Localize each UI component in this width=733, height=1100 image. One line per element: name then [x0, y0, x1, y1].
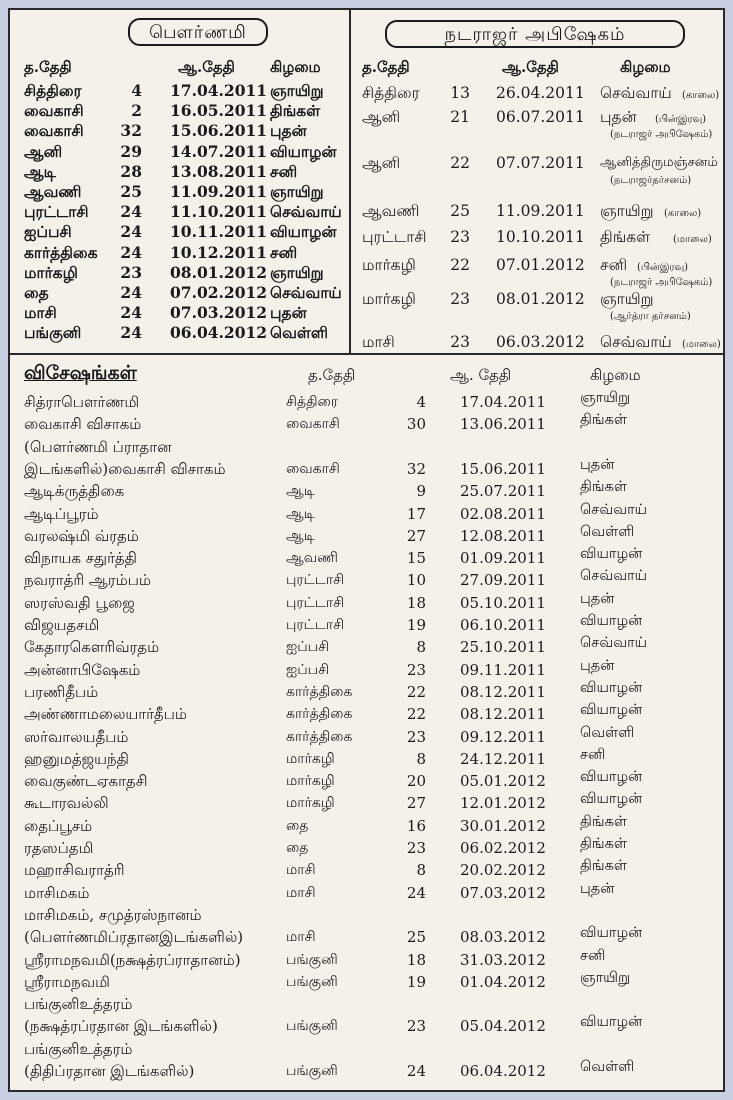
calendar-sheet [8, 8, 725, 1092]
special-name: நவராத்ரி ஆரம்பம் [24, 571, 151, 590]
pournami-day: 23 [120, 262, 142, 282]
special-name: வரலஷ்மி வ்ரதம் [24, 526, 139, 545]
special-date: 01.04.2012 [460, 972, 546, 991]
special-name: மாசிமகம் [24, 883, 90, 902]
special-weekday: ஞாயிறு [580, 390, 631, 406]
special-day: 23 [406, 727, 426, 746]
pournami-month: வைகாசி [24, 101, 84, 121]
nataraja-header-eng-date: ஆ.தேதி [502, 58, 559, 76]
pournami-month: மார்கழி [24, 262, 78, 282]
nataraja-month: புரட்டாசி [362, 228, 427, 246]
special-day: 8 [416, 861, 426, 880]
special-day: 8 [416, 749, 426, 768]
special-month: கார்த்திகை [286, 706, 353, 723]
special-weekday: வெள்ளி [580, 523, 635, 540]
special-date: 01.09.2011 [460, 549, 546, 568]
pournami-month: பங்குனி [24, 323, 82, 343]
special-date: 24.12.2011 [460, 749, 546, 768]
pournami-day: 32 [120, 121, 142, 141]
special-date: 06.02.2012 [460, 839, 546, 857]
special-weekday: வியாழன் [580, 546, 643, 563]
special-month: தை [286, 840, 309, 856]
pournami-weekday: ஞாயிறு [270, 81, 324, 100]
nataraja-date: 11.09.2011 [496, 202, 585, 220]
special-date: 08.03.2012 [460, 928, 546, 947]
special-date: 25.10.2011 [460, 638, 546, 657]
nataraja-day: 23 [450, 228, 470, 246]
special-name: பங்குனிஉத்தரம் [24, 1039, 133, 1058]
pournami-day: 29 [120, 141, 142, 161]
nataraja-note2: (நடராஜர் அபிஷேகம்) [610, 129, 713, 140]
special-weekday: சனி [580, 947, 606, 964]
pournami-weekday: புதன் [270, 303, 307, 323]
special-date: 09.12.2011 [460, 727, 546, 746]
special-month: பங்குனி [286, 973, 338, 990]
pournami-weekday: சனி [270, 161, 298, 181]
special-name: பரணிதீபம் [24, 682, 99, 701]
special-month: ஐப்பசி [286, 639, 330, 656]
pournami-date: 10.11.2011 [170, 222, 268, 242]
special-name: பங்குனிஉத்தரம் [24, 995, 133, 1014]
special-name: விஜயதசமி [24, 616, 100, 634]
special-date: 06.10.2011 [460, 616, 546, 634]
pournami-date: 14.07.2011 [170, 141, 268, 161]
pournami-weekday: திங்கள் [270, 101, 321, 121]
nataraja-date: 08.01.2012 [496, 290, 585, 308]
special-day: 18 [406, 593, 426, 612]
special-day: 25 [406, 928, 426, 947]
nataraja-note: (மாலை) [673, 234, 712, 245]
vertical-divider [349, 10, 351, 353]
pournami-day: 24 [120, 323, 142, 343]
special-weekday: திங்கள் [580, 858, 627, 875]
special-weekday: வியாழன் [580, 702, 643, 719]
pournami-title: பௌர்ணமி [128, 18, 268, 46]
special-date: 08.12.2011 [460, 682, 546, 701]
special-name: ஸரஸ்வதி பூஜை [24, 593, 135, 612]
special-weekday: வியாழன் [580, 791, 643, 808]
pournami-weekday: சனி [270, 242, 298, 262]
special-date: 08.12.2011 [460, 705, 546, 724]
special-weekday: வியாழன் [580, 1014, 643, 1031]
special-name: இடங்களில்)வைகாசி விசாகம் [24, 459, 226, 478]
nataraja-note2: (நடராஜர்தர்சனம்) [610, 175, 692, 186]
pournami-day: 4 [131, 81, 142, 100]
special-day: 18 [406, 950, 426, 969]
special-name: ஸ்ரீராமநவமி(நக்ஷத்ரப்ராதானம்) [24, 950, 241, 969]
nataraja-date: 07.01.2012 [496, 256, 585, 274]
pournami-weekday: வியாழன் [270, 222, 337, 242]
special-day: 16 [406, 816, 426, 835]
special-month: ஆடி [286, 483, 315, 500]
special-day: 19 [406, 972, 426, 991]
pournami-weekday: புதன் [270, 121, 307, 141]
special-name: கேதாரகௌரிவ்ரதம் [24, 638, 160, 657]
nataraja-month: மார்கழி [362, 256, 416, 274]
special-month: மாசி [286, 862, 316, 879]
special-month: மார்கழி [286, 750, 335, 767]
nataraja-weekday: ஞாயிறு [600, 202, 654, 220]
pournami-month: ஆனி [24, 141, 63, 161]
pournami-date: 16.05.2011 [170, 101, 268, 121]
special-day: 8 [416, 638, 426, 657]
pournami-day: 24 [120, 202, 142, 222]
special-weekday: செவ்வாய் [580, 568, 648, 585]
special-month: கார்த்திகை [286, 683, 353, 700]
nataraja-month: மாசி [362, 333, 395, 351]
special-name: ஆடிப்பூரம் [24, 504, 99, 523]
pournami-date: 06.04.2012 [170, 323, 268, 343]
nataraja-note: (காலை) [664, 208, 702, 219]
special-day: 23 [406, 660, 426, 679]
special-name: அண்ணாமலையார்தீபம் [24, 705, 187, 724]
pournami-header-day: கிழமை [270, 58, 321, 76]
special-date: 09.11.2011 [460, 660, 546, 679]
nataraja-weekday: திங்கள் [600, 228, 651, 246]
pournami-day: 24 [120, 303, 142, 323]
special-date: 15.06.2011 [460, 459, 546, 478]
special-day: 17 [406, 504, 426, 523]
nataraja-day: 22 [450, 154, 470, 172]
nataraja-month: மார்கழி [362, 290, 416, 308]
nataraja-title: நடராஜர் அபிஷேகம் [385, 20, 685, 48]
special-name: வைகாசி விசாகம் [24, 415, 142, 434]
nataraja-note2: (நடராஜர் அபிஷேகம்) [610, 277, 713, 288]
special-weekday: திங்கள் [580, 836, 627, 852]
special-date: 17.04.2011 [460, 393, 546, 411]
nataraja-header-day: கிழமை [620, 58, 671, 76]
special-month: ஆடி [286, 505, 315, 522]
nataraja-weekday: ஆனித்திருமஞ்சனம் [600, 155, 718, 170]
special-name: அன்னாபிஷேகம் [24, 660, 141, 679]
specials-header-tamil-date: த.தேதி [308, 366, 356, 384]
pournami-weekday: வெள்ளி [270, 323, 329, 343]
specials-header-day: கிழமை [590, 366, 641, 384]
special-date: 12.01.2012 [460, 794, 546, 813]
pournami-weekday: செவ்வாய் [270, 202, 342, 222]
special-weekday: வெள்ளி [580, 724, 635, 741]
nataraja-month: ஆவணி [362, 202, 420, 220]
special-weekday: செவ்வாய் [580, 635, 648, 652]
special-day: 24 [406, 1062, 426, 1080]
pournami-month: ஆவணி [24, 182, 82, 201]
pournami-day: 2 [131, 101, 142, 121]
special-month: சித்திரை [286, 394, 339, 410]
special-weekday: புதன் [580, 657, 615, 674]
special-month: ஆடி [286, 527, 315, 544]
pournami-date: 11.09.2011 [170, 182, 268, 201]
nataraja-day: 23 [450, 290, 470, 308]
special-month: பங்குனி [286, 1018, 338, 1035]
nataraja-day: 22 [450, 256, 470, 274]
special-day: 22 [406, 705, 426, 724]
special-date: 05.01.2012 [460, 772, 546, 791]
special-month: மாசி [286, 929, 316, 946]
special-name: தைப்பூசம் [24, 816, 93, 835]
special-month: மாசி [286, 884, 316, 901]
nataraja-date: 10.10.2011 [496, 228, 585, 246]
special-weekday: வியாழன் [580, 925, 643, 942]
special-day: 27 [406, 526, 426, 545]
special-name: மாசிமகம், சமுத்ரஸ்நானம் [24, 905, 202, 924]
pournami-date: 08.01.2012 [170, 262, 268, 282]
pournami-date: 15.06.2011 [170, 121, 268, 141]
special-name: (திதிப்ரதான இடங்களில்) [24, 1062, 195, 1080]
nataraja-weekday: செவ்வாய் [600, 333, 672, 351]
special-day: 24 [406, 883, 426, 902]
nataraja-weekday: புதன் [600, 108, 637, 126]
pournami-month: ஐப்பசி [24, 222, 72, 242]
special-weekday: வியாழன் [580, 769, 643, 786]
nataraja-month: சித்திரை [362, 84, 420, 102]
special-weekday: வியாழன் [580, 613, 643, 629]
pournami-month: புரட்டாசி [24, 202, 89, 222]
pournami-month: ஆடி [24, 161, 56, 181]
special-month: வைகாசி [286, 460, 340, 477]
special-date: 02.08.2011 [460, 504, 546, 523]
special-name: (பௌர்ணமிப்ரதானஇடங்களில்) [24, 928, 244, 947]
pournami-weekday: செவ்வாய் [270, 283, 342, 302]
pournami-date: 10.12.2011 [170, 242, 268, 262]
special-weekday: ஞாயிறு [580, 969, 631, 986]
pournami-month: கார்த்திகை [24, 242, 98, 262]
special-month: மார்கழி [286, 773, 335, 790]
special-month: புரட்டாசி [286, 572, 345, 589]
nataraja-header-tamil-date: த.தேதி [362, 58, 410, 76]
special-date: 07.03.2012 [460, 883, 546, 902]
special-name: ஸ்ரீராமநவமி [24, 972, 110, 991]
special-month: மார்கழி [286, 795, 335, 812]
pournami-header-tamil-date: த.தேதி [24, 58, 72, 76]
nataraja-weekday: சனி [600, 256, 628, 274]
special-day: 22 [406, 682, 426, 701]
pournami-date: 11.10.2011 [170, 202, 268, 222]
nataraja-date: 06.03.2012 [496, 333, 585, 351]
nataraja-note: (காலை) [682, 90, 720, 101]
special-day: 27 [406, 794, 426, 813]
special-name: ஸர்வாலயதீபம் [24, 727, 129, 746]
special-weekday: செவ்வாய் [580, 501, 648, 518]
special-day: 20 [406, 772, 426, 791]
nataraja-date: 07.07.2011 [496, 154, 585, 172]
special-weekday: புதன் [580, 456, 615, 473]
special-weekday: புதன் [580, 880, 615, 897]
nataraja-note: (பின்இரவு) [655, 114, 707, 125]
nataraja-month: ஆனி [362, 108, 401, 126]
special-month: வைகாசி [286, 416, 340, 433]
special-weekday: வியாழன் [580, 679, 643, 696]
special-weekday: வெள்ளி [580, 1059, 635, 1075]
special-name: ஆடிக்ருத்திகை [24, 482, 125, 501]
pournami-month: சித்திரை [24, 81, 82, 100]
special-days-title: விசேஷங்கள் [24, 362, 137, 384]
nataraja-weekday: செவ்வாய் [600, 84, 672, 102]
nataraja-day: 13 [450, 84, 470, 102]
special-date: 05.10.2011 [460, 593, 546, 612]
special-day: 9 [416, 482, 426, 501]
special-date: 13.06.2011 [460, 415, 546, 434]
special-day: 4 [416, 393, 426, 411]
special-date: 05.04.2012 [460, 1017, 546, 1036]
nataraja-weekday: ஞாயிறு [600, 290, 654, 308]
special-day: 15 [406, 549, 426, 568]
special-month: பங்குனி [286, 951, 338, 968]
specials-header-eng-date: ஆ. தேதி [450, 366, 512, 384]
special-name: விநாயக சதுர்த்தி [24, 549, 137, 568]
pournami-date: 13.08.2011 [170, 161, 268, 181]
pournami-day: 24 [120, 222, 142, 242]
special-month: கார்த்திகை [286, 728, 353, 745]
special-name: வைகுண்டஏகாதசி [24, 772, 148, 791]
special-name: மஹாசிவராத்ரி [24, 861, 125, 880]
pournami-weekday: ஞாயிறு [270, 262, 324, 282]
pournami-header-eng-date: ஆ.தேதி [178, 58, 235, 76]
special-day: 32 [406, 459, 426, 478]
special-day: 10 [406, 571, 426, 590]
pournami-date: 07.02.2012 [170, 283, 268, 302]
pournami-weekday: வியாழன் [270, 141, 337, 161]
special-weekday: சனி [580, 746, 606, 763]
pournami-day: 24 [120, 283, 142, 302]
special-weekday: திங்கள் [580, 813, 627, 830]
special-date: 30.01.2012 [460, 816, 546, 835]
special-month: புரட்டாசி [286, 594, 345, 611]
nataraja-day: 23 [450, 333, 470, 351]
special-name: ரதஸப்தமி [24, 839, 94, 857]
special-name: (பௌர்ணமி ப்ராதான [24, 437, 172, 456]
special-date: 27.09.2011 [460, 571, 546, 590]
special-month: புரட்டாசி [286, 617, 345, 633]
pournami-month: மாசி [24, 303, 57, 323]
nataraja-note: (மாலை) [682, 339, 721, 350]
nataraja-day: 25 [450, 202, 470, 220]
special-weekday: புதன் [580, 590, 615, 607]
nataraja-note2: (ஆர்த்ரா தர்சனம்) [610, 311, 691, 322]
pournami-day: 24 [120, 242, 142, 262]
special-weekday: திங்கள் [580, 412, 627, 429]
special-day: 23 [406, 1017, 426, 1036]
pournami-month: வைகாசி [24, 121, 84, 141]
special-month: ஐப்பசி [286, 661, 330, 678]
pournami-date: 17.04.2011 [170, 81, 268, 100]
nataraja-date: 26.04.2011 [496, 84, 585, 102]
pournami-date: 07.03.2012 [170, 303, 268, 323]
nataraja-month: ஆனி [362, 154, 401, 172]
special-date: 12.08.2011 [460, 526, 546, 545]
special-name: ஹனுமத்ஜயந்தி [24, 749, 129, 768]
special-month: தை [286, 817, 309, 834]
special-date: 06.04.2012 [460, 1062, 546, 1080]
nataraja-note: (பின்இரவு) [637, 262, 689, 273]
special-name: (நக்ஷத்ரப்ரதான இடங்களில்) [24, 1017, 218, 1036]
special-name: சித்ராபௌர்ணமி [24, 393, 140, 411]
nataraja-day: 21 [450, 108, 470, 126]
pournami-weekday: ஞாயிறு [270, 182, 324, 201]
special-date: 25.07.2011 [460, 482, 546, 501]
special-weekday: திங்கள் [580, 479, 627, 496]
pournami-day: 28 [120, 161, 142, 181]
special-date: 20.02.2012 [460, 861, 546, 880]
special-day: 19 [406, 616, 426, 634]
pournami-month: தை [24, 283, 49, 302]
special-name: கூடாரவல்லி [24, 794, 109, 813]
nataraja-date: 06.07.2011 [496, 108, 585, 126]
pournami-day: 25 [120, 182, 142, 201]
special-day: 30 [406, 415, 426, 434]
horizontal-divider [10, 353, 723, 355]
special-day: 23 [406, 839, 426, 857]
special-month: பங்குனி [286, 1063, 338, 1079]
special-month: ஆவணி [286, 550, 338, 567]
special-date: 31.03.2012 [460, 950, 546, 969]
